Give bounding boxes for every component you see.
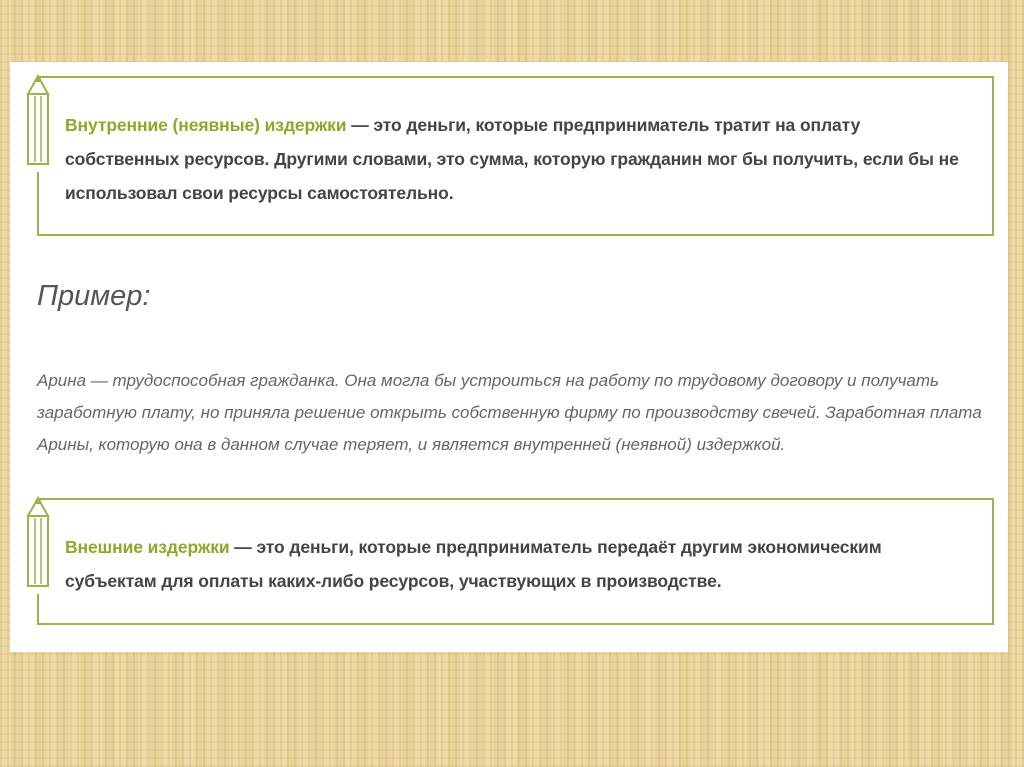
definition-box-internal — [37, 76, 994, 236]
example-heading: Пример: — [37, 280, 151, 312]
term-external-costs: Внешние издержки — [65, 537, 230, 557]
box-left-border — [37, 172, 39, 236]
pencil-icon — [21, 74, 55, 174]
term-internal-costs: Внутренние (неявные) издержки — [65, 115, 347, 135]
definition-text-internal — [65, 108, 972, 210]
content-card — [10, 62, 1008, 652]
definition-box-external — [37, 498, 994, 625]
definition-body-external: — это деньги, которые предприниматель передаёт другим экономическим субъектам для оплаты каких-либо ресурсов, участвующих в производстве. — [65, 537, 882, 591]
example-text: Арина — трудоспособная гражданка. Она могла бы устроиться на работу по трудовому договору и получать заработную плату, но приняла решение открыть собственную фирму по производству свечей. Заработная плата Арины, которую она в данном случае теряет, и является внутренней (неявной) издержкой. — [37, 371, 982, 454]
definition-text-external — [65, 530, 972, 598]
pencil-icon — [21, 496, 55, 596]
box-left-border — [37, 594, 39, 625]
definition-body-internal: — это деньги, которые предприниматель тратит на оплату собственных ресурсов. Другими словами, это сумма, которую гражданин мог бы получить, если бы не использовал свои ресурсы самостоятельно. — [65, 115, 959, 203]
